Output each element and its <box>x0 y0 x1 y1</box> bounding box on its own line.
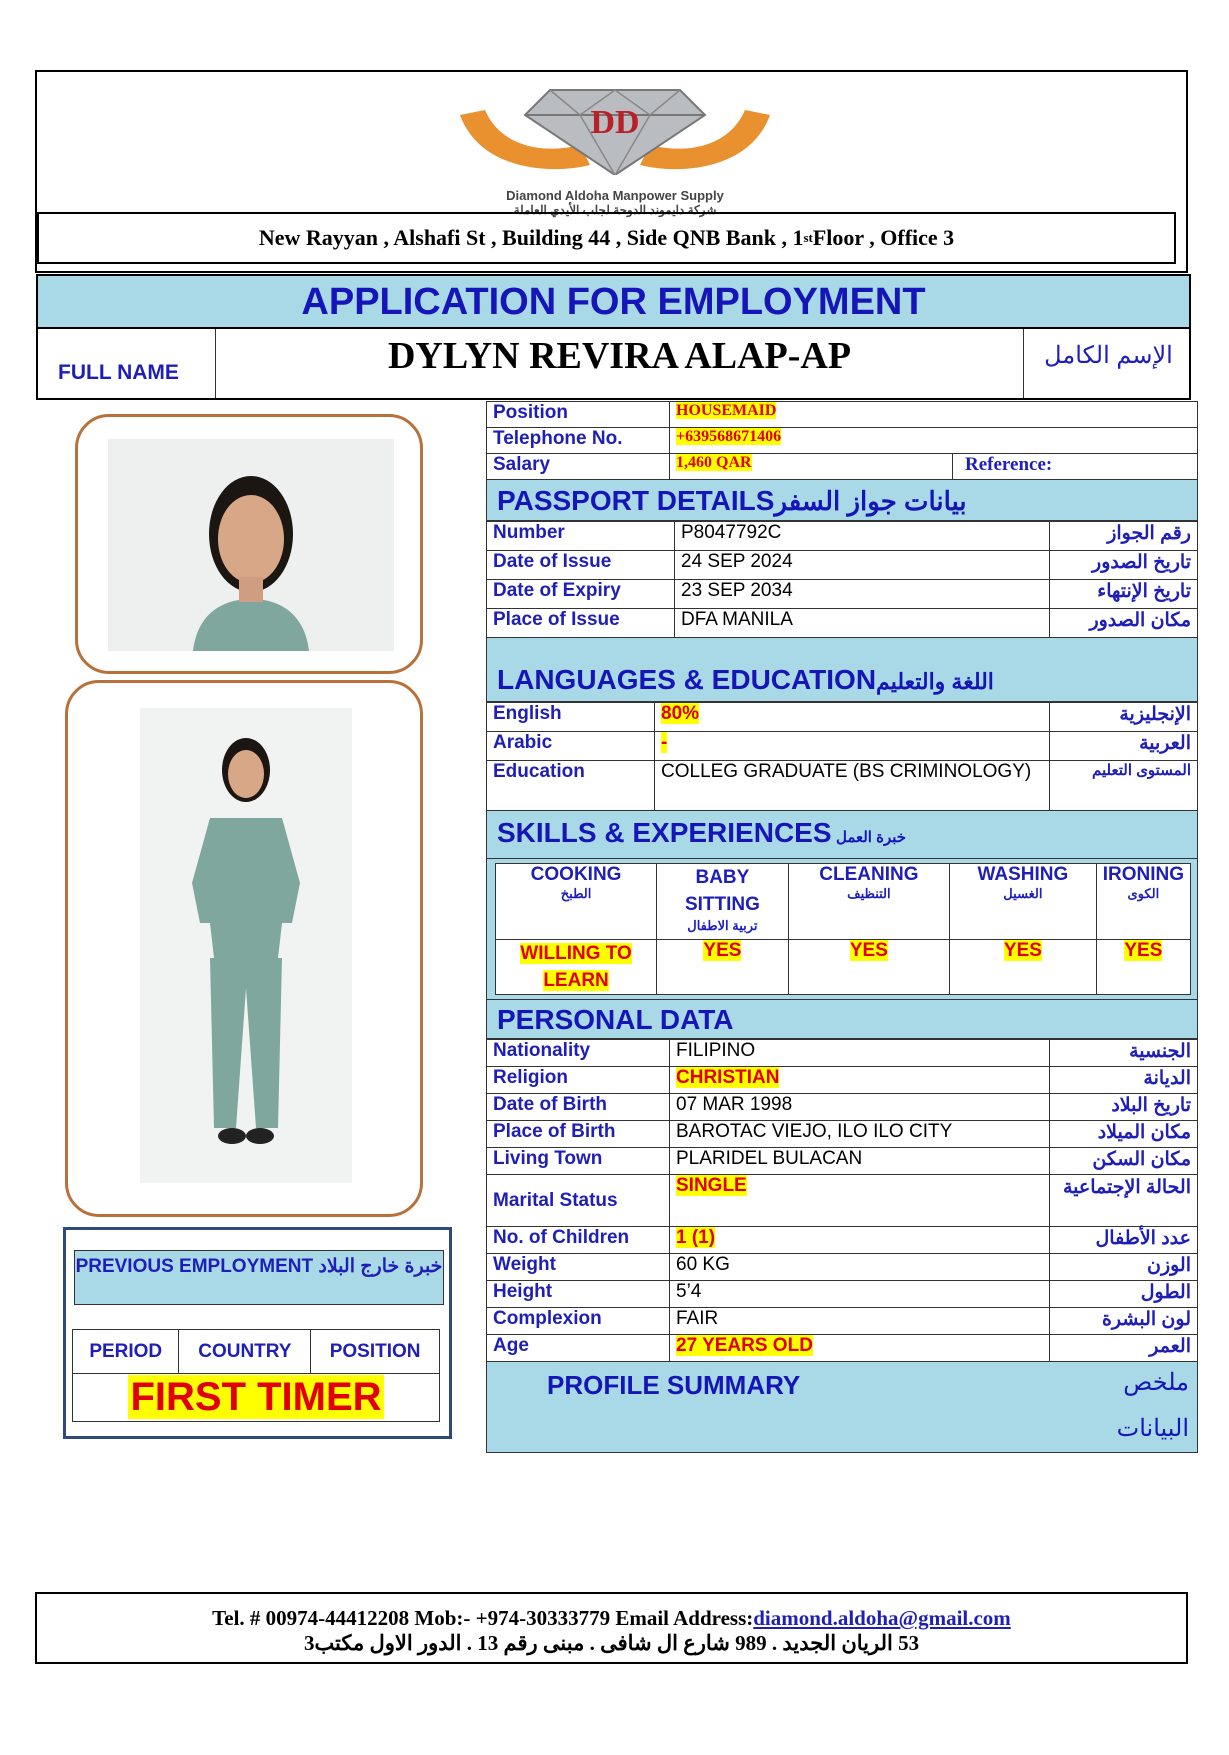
issue-date-value: 24 SEP 2024 <box>675 551 1050 580</box>
profile-summary <box>486 1362 1198 1453</box>
english-label: English <box>487 703 655 732</box>
age-label: Age <box>487 1335 670 1362</box>
company-name-ar: شركة دايموند الدوحة لجلب الأيدي العاملة <box>513 203 717 217</box>
company-logo <box>440 75 790 217</box>
address-tail: Floor , Office 3 <box>812 225 955 250</box>
col-period: PERIOD <box>73 1330 179 1374</box>
skill-washing-label-ar: الغسيل <box>1003 886 1043 901</box>
nationality-label-ar: الجنسية <box>1050 1040 1198 1067</box>
logo-diamond-hands-icon <box>440 75 790 175</box>
education-label: Education <box>487 761 655 811</box>
col-position: POSITION <box>311 1330 440 1374</box>
first-timer-value: FIRST TIMER <box>130 1375 382 1419</box>
position-value: HOUSEMAID <box>676 402 777 419</box>
skill-washing-label: WASHING <box>977 864 1069 885</box>
languages-heading-ar: اللغة والتعليم <box>876 669 994 694</box>
previous-employment-heading-text: PREVIOUS EMPLOYMENT خبرة خارج البلاد <box>75 1256 443 1277</box>
place-of-issue-label-ar: مكان الصدور <box>1050 609 1198 638</box>
passport-table <box>486 521 1198 638</box>
right-column <box>486 401 1198 1453</box>
living-town-value: PLARIDEL BULACAN <box>670 1148 1050 1175</box>
dob-label-ar: تاريخ البلاد <box>1050 1094 1198 1121</box>
complexion-label: Complexion <box>487 1308 670 1335</box>
dob-value: 07 MAR 1998 <box>670 1094 1050 1121</box>
profile-summary-heading-ar-2: البيانات <box>1116 1415 1189 1442</box>
personal-table <box>486 1039 1198 1362</box>
height-label-ar: الطول <box>1050 1281 1198 1308</box>
issue-date-label-ar: تاريخ الصدور <box>1050 551 1198 580</box>
passport-number-value: P8047792C <box>675 522 1050 551</box>
weight-value: 60 KG <box>670 1254 1050 1281</box>
nationality-value: FILIPINO <box>670 1040 1050 1067</box>
place-of-issue-value: DFA MANILA <box>675 609 1050 638</box>
full-body-photo <box>140 708 352 1183</box>
skill-cleaning-value: YES <box>849 940 888 961</box>
position-label: Position <box>487 402 670 428</box>
skill-cleaning-label: CLEANING <box>819 864 919 885</box>
religion-value: CHRISTIAN <box>676 1067 780 1088</box>
full-body-frame <box>65 680 423 1217</box>
marital-status-label: Marital Status <box>487 1175 670 1227</box>
complexion-value: FAIR <box>670 1308 1050 1335</box>
previous-employment-box <box>63 1227 452 1439</box>
passport-heading-en: PASSPORT DETAILS <box>497 485 775 516</box>
reference-label: Reference: <box>953 454 1198 480</box>
place-of-birth-label: Place of Birth <box>487 1121 670 1148</box>
headshot-photo <box>108 439 394 651</box>
col-country: COUNTRY <box>179 1330 311 1374</box>
place-of-birth-value: BAROTAC VIEJO, ILO ILO CITY <box>670 1121 1050 1148</box>
skill-washing <box>950 864 1097 940</box>
footer-contact: Tel. # 00974-44412208 Mob:- +974-30333779 Email Address: <box>212 1606 754 1630</box>
skills-wrapper <box>486 859 1198 1000</box>
skills-heading-ar: خبرة العمل <box>835 829 907 846</box>
expiry-date-value: 23 SEP 2034 <box>675 580 1050 609</box>
marital-status-label-ar: الحالة الإجتماعية <box>1050 1175 1198 1227</box>
english-value: 80% <box>661 703 700 724</box>
languages-heading-en: LANGUAGES & EDUCATION <box>497 664 877 695</box>
previous-employment-heading <box>74 1250 444 1305</box>
skill-washing-value: YES <box>1003 940 1042 961</box>
telephone-value: +639568671406 <box>676 428 782 445</box>
passport-heading-ar: بيانات جواز السفر <box>774 486 967 516</box>
place-of-birth-label-ar: مكان الميلاد <box>1050 1121 1198 1148</box>
skills-table <box>495 863 1191 995</box>
education-value: COLLEG GRADUATE (BS CRIMINOLOGY) <box>655 761 1050 811</box>
address-text: New Rayyan , Alshafi St , Building 44 , Side QNB Bank , 1 <box>258 225 804 250</box>
age-value: 27 YEARS OLD <box>676 1335 813 1356</box>
passport-number-label: Number <box>487 522 675 551</box>
company-name-en: Diamond Aldoha Manpower Supply <box>506 188 724 203</box>
page-title: APPLICATION FOR EMPLOYMENT <box>36 274 1191 329</box>
skill-cooking-value: WILLING TO LEARN <box>520 943 632 991</box>
passport-number-label-ar: رقم الجواز <box>1050 522 1198 551</box>
passport-heading <box>486 480 1198 521</box>
arabic-value: - <box>661 732 668 753</box>
footer <box>35 1592 1188 1664</box>
age-label-ar: العمر <box>1050 1335 1198 1362</box>
profile-summary-heading: PROFILE SUMMARY <box>547 1370 801 1400</box>
logo-letters: DD <box>590 104 640 141</box>
skill-cooking <box>496 864 657 940</box>
skill-baby-sitting-value: YES <box>703 940 742 961</box>
expiry-date-label: Date of Expiry <box>487 580 675 609</box>
languages-heading <box>486 638 1198 702</box>
previous-employment-table <box>72 1329 440 1422</box>
footer-address-ar: 53 الريان الجديد . 989 شارع ال شافى . مبنى رقم 13 . الدور الاول مكتب3 <box>303 1631 920 1655</box>
languages-table <box>486 702 1198 811</box>
height-value: 5’4 <box>670 1281 1050 1308</box>
full-name-label-ar: الإسم الكامل <box>1023 329 1193 398</box>
skills-heading-en: SKILLS & EXPERIENCES <box>497 817 832 848</box>
job-table <box>486 401 1198 480</box>
expiry-date-label-ar: تاريخ الإنتهاء <box>1050 580 1198 609</box>
complexion-label-ar: لون البشرة <box>1050 1308 1198 1335</box>
salary-value: 1,460 QAR <box>676 454 752 471</box>
children-label-ar: عدد الأطفال <box>1050 1227 1198 1254</box>
skill-ironing-label: IRONING <box>1102 864 1184 885</box>
dob-label: Date of Birth <box>487 1094 670 1121</box>
skill-cleaning <box>788 864 949 940</box>
skill-ironing <box>1096 864 1190 940</box>
skill-ironing-value: YES <box>1124 940 1163 961</box>
skill-cooking-label: COOKING <box>530 864 622 885</box>
telephone-label: Telephone No. <box>487 428 670 454</box>
profile-summary-heading-ar-1: ملخص <box>1123 1369 1189 1396</box>
full-name-label: FULL NAME <box>38 329 216 398</box>
arabic-label: Arabic <box>487 732 655 761</box>
living-town-label-ar: مكان السكن <box>1050 1148 1198 1175</box>
address-sup: st <box>803 230 813 245</box>
religion-label-ar: الديانة <box>1050 1067 1198 1094</box>
education-label-ar: المستوى التعليم <box>1050 761 1198 811</box>
footer-email-link[interactable]: diamond.aldoha@gmail.com <box>753 1606 1011 1630</box>
company-address <box>37 212 1176 264</box>
skill-baby-sitting-label-ar: تربية الاطفال <box>687 918 758 933</box>
children-label: No. of Children <box>487 1227 670 1254</box>
headshot-frame <box>75 414 423 674</box>
arabic-label-ar: العربية <box>1050 732 1198 761</box>
personal-heading-text: PERSONAL DATA <box>497 1004 734 1035</box>
skill-cleaning-label-ar: التنظيف <box>847 886 891 901</box>
living-town-label: Living Town <box>487 1148 670 1175</box>
skill-baby-sitting-label: BABY SITTING <box>684 867 760 915</box>
place-of-issue-label: Place of Issue <box>487 609 675 638</box>
weight-label: Weight <box>487 1254 670 1281</box>
children-value: 1 (1) <box>676 1227 716 1248</box>
english-label-ar: الإنجليزية <box>1050 703 1198 732</box>
nationality-label: Nationality <box>487 1040 670 1067</box>
height-label: Height <box>487 1281 670 1308</box>
marital-status-value: SINGLE <box>676 1175 747 1196</box>
skill-cooking-label-ar: الطبخ <box>560 886 592 901</box>
skills-heading <box>486 811 1198 859</box>
issue-date-label: Date of Issue <box>487 551 675 580</box>
salary-label: Salary <box>487 454 670 480</box>
religion-label: Religion <box>487 1067 670 1094</box>
personal-heading <box>486 1000 1198 1039</box>
full-name-value: DYLYN REVIRA ALAP-AP <box>387 335 852 377</box>
skill-ironing-label-ar: الكوى <box>1127 886 1160 901</box>
full-name-row <box>36 329 1191 400</box>
skill-baby-sitting <box>657 864 789 940</box>
weight-label-ar: الوزن <box>1050 1254 1198 1281</box>
